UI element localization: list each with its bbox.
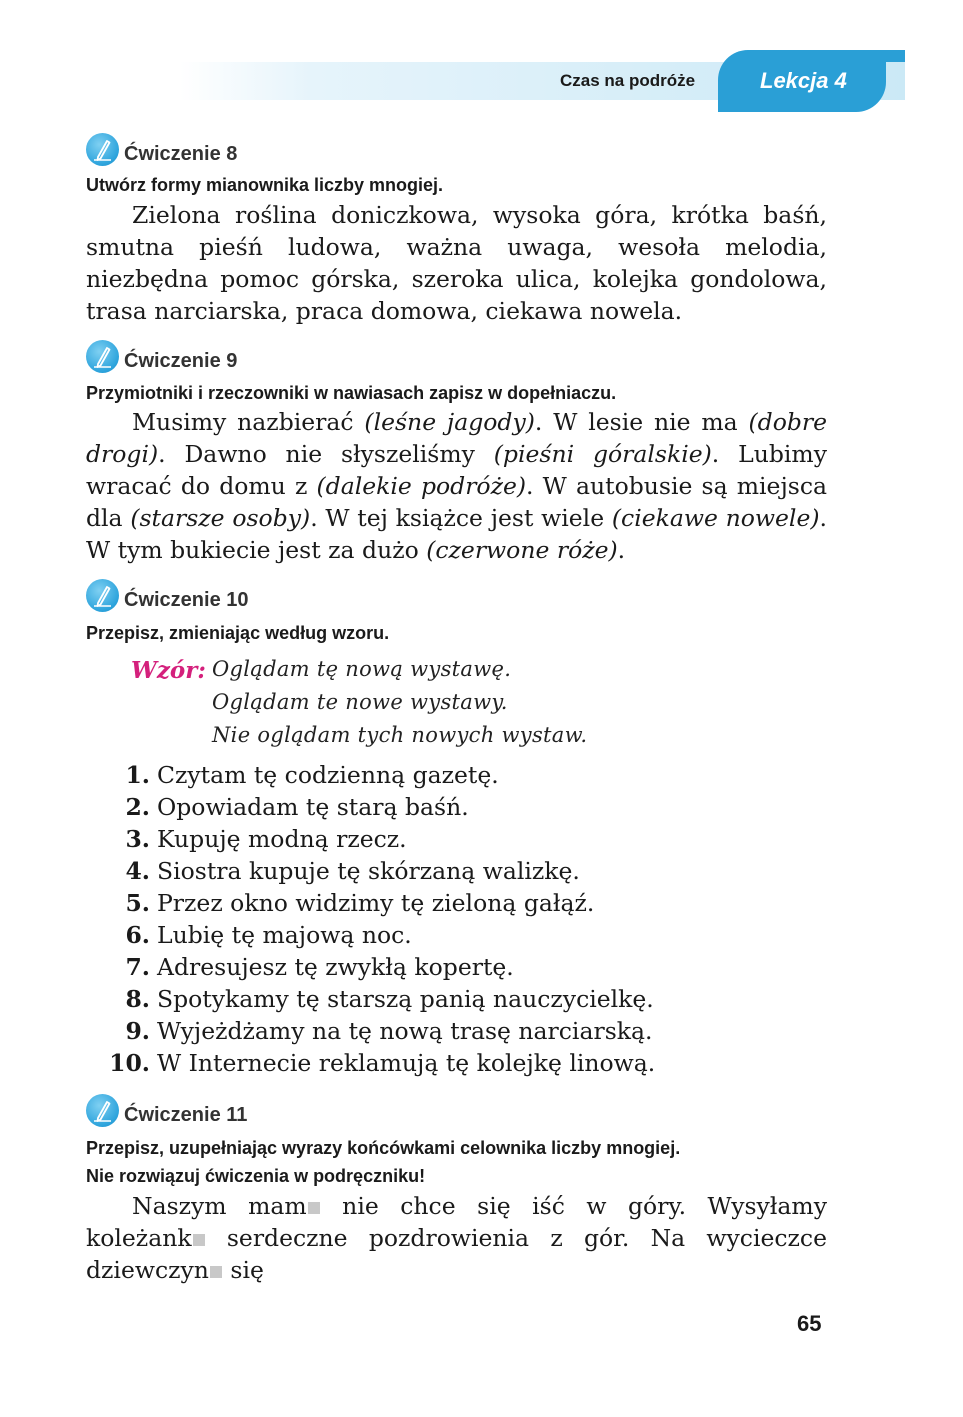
- exercise-instruction: Nie rozwiązuj ćwiczenia w podręczniku!: [86, 1166, 426, 1186]
- blank-gap-box: [308, 1202, 320, 1214]
- blank-gap-box: [210, 1266, 222, 1278]
- list-item: [86, 919, 655, 951]
- bracketed-phrase: (czerwone róże): [426, 536, 618, 564]
- item-number: 1.: [125, 761, 150, 789]
- exercise-instruction: Przymiotniki i rzeczowniki w nawiasach zapisz w dopełniaczu.: [86, 383, 617, 403]
- pencil-icon: [86, 340, 119, 373]
- text-segment: . W tej książce jest wiele: [310, 504, 612, 532]
- list-item: [86, 759, 655, 791]
- item-text: W Internecie reklamują tę kolejkę linową.: [157, 1049, 656, 1077]
- list-item: [86, 983, 655, 1015]
- item-number: 7.: [125, 953, 150, 981]
- bracketed-phrase: (pieśni góralskie): [493, 440, 712, 468]
- item-number: 4.: [125, 857, 150, 885]
- text-segment: . W tym bukiecie jest za dużo: [86, 504, 828, 564]
- exercise-title: Ćwiczenie 9: [124, 350, 238, 372]
- pencil-icon: [86, 133, 119, 166]
- exercise-text: Zielona roślina doniczkowa, wysoka góra, krótka baśń, smutna pieśń ludowa, ważna uwaga, wesoła melodia, niezbędna pomoc górska, szeroka ulica, kolejka gondolowa, trasa narciarska, praca domowa, ciekawa nowela.: [86, 201, 827, 325]
- pattern-line: Oglądam tę nową wystawę.: [212, 657, 512, 681]
- item-text: Czytam tę codzienną gazetę.: [157, 761, 499, 789]
- text-segment: Naszym mam: [132, 1192, 307, 1220]
- text-segment: . W lesie nie ma: [534, 408, 749, 436]
- exercise-instruction: Przepisz, uzupełniając wyrazy końcówkami celownika liczby mnogiej.: [86, 1138, 681, 1158]
- pencil-icon: [86, 1094, 119, 1127]
- item-text: Wyjeżdżamy na tę nową trasę narciarską.: [157, 1017, 653, 1045]
- pattern-line: Oglądam te nowe wystawy.: [212, 690, 508, 714]
- item-number: 10.: [109, 1049, 150, 1077]
- exercise-title: Ćwiczenie 11: [124, 1104, 248, 1126]
- text-segment: się: [222, 1256, 264, 1284]
- exercise-title: Ćwiczenie 10: [124, 589, 249, 611]
- text-segment: serdeczne pozdrowienia z gór. Na wycieczce dziewczyn: [86, 1224, 827, 1284]
- item-text: Lubię tę majową noc.: [157, 921, 412, 949]
- item-text: Kupuję modną rzecz.: [157, 825, 407, 853]
- exercise-text: [86, 1190, 827, 1286]
- text-segment: . Lubimy wracać do domu z: [86, 440, 827, 500]
- item-number: 2.: [125, 793, 150, 821]
- text-segment: . W autobusie są miejsca dla: [86, 472, 827, 532]
- exercise-instruction: Przepisz, zmieniając według wzoru.: [86, 623, 390, 643]
- lesson-label: Lekcja 4: [760, 68, 847, 93]
- text-segment: .: [617, 536, 626, 564]
- item-number: 8.: [125, 985, 150, 1013]
- list-item: [86, 1015, 655, 1047]
- bracketed-phrase: (leśne jagody): [364, 408, 535, 436]
- item-number: 3.: [125, 825, 150, 853]
- text-segment: . Dawno nie słyszeliśmy: [158, 440, 494, 468]
- blank-gap-box: [193, 1234, 205, 1246]
- pattern-line: Nie oglądam tych nowych wystaw.: [212, 723, 588, 747]
- item-number: 6.: [125, 921, 150, 949]
- item-number: 5.: [125, 889, 150, 917]
- exercise-instruction: Utwórz formy mianownika liczby mnogiej.: [86, 175, 444, 195]
- list-item: [86, 887, 655, 919]
- item-number: 9.: [125, 1017, 150, 1045]
- item-text: Adresujesz tę zwykłą kopertę.: [157, 953, 514, 981]
- bracketed-phrase: (dobre drogi): [86, 408, 828, 468]
- list-item: [86, 791, 655, 823]
- text-segment: nie chce się iść w góry. Wysyłamy koleżank: [86, 1192, 827, 1252]
- list-item: [86, 951, 655, 983]
- pattern-label: Wzór:: [131, 657, 206, 684]
- bracketed-phrase: (dalekie podróże): [316, 472, 527, 500]
- lesson-tab-edge: [884, 50, 905, 62]
- running-title: Czas na podróże: [560, 71, 696, 90]
- item-text: Spotykamy tę starszą panią nauczycielkę.: [157, 985, 654, 1013]
- bracketed-phrase: (ciekawe nowele): [611, 504, 820, 532]
- numbered-list: [86, 759, 655, 1079]
- item-text: Siostra kupuje tę skórzaną walizkę.: [157, 857, 580, 885]
- exercise-text: [86, 406, 827, 566]
- item-text: Opowiadam tę starą baśń.: [157, 793, 469, 821]
- list-item: [86, 855, 655, 887]
- pencil-icon: [86, 579, 119, 612]
- list-item: [86, 1047, 655, 1079]
- item-text: Przez okno widzimy tę zieloną gałąź.: [157, 889, 595, 917]
- exercise-title: Ćwiczenie 8: [124, 143, 238, 165]
- list-item: [86, 823, 655, 855]
- bracketed-phrase: (starsze osoby): [130, 504, 311, 532]
- text-segment: Musimy nazbierać: [132, 408, 365, 436]
- page-number: 65: [797, 1311, 822, 1336]
